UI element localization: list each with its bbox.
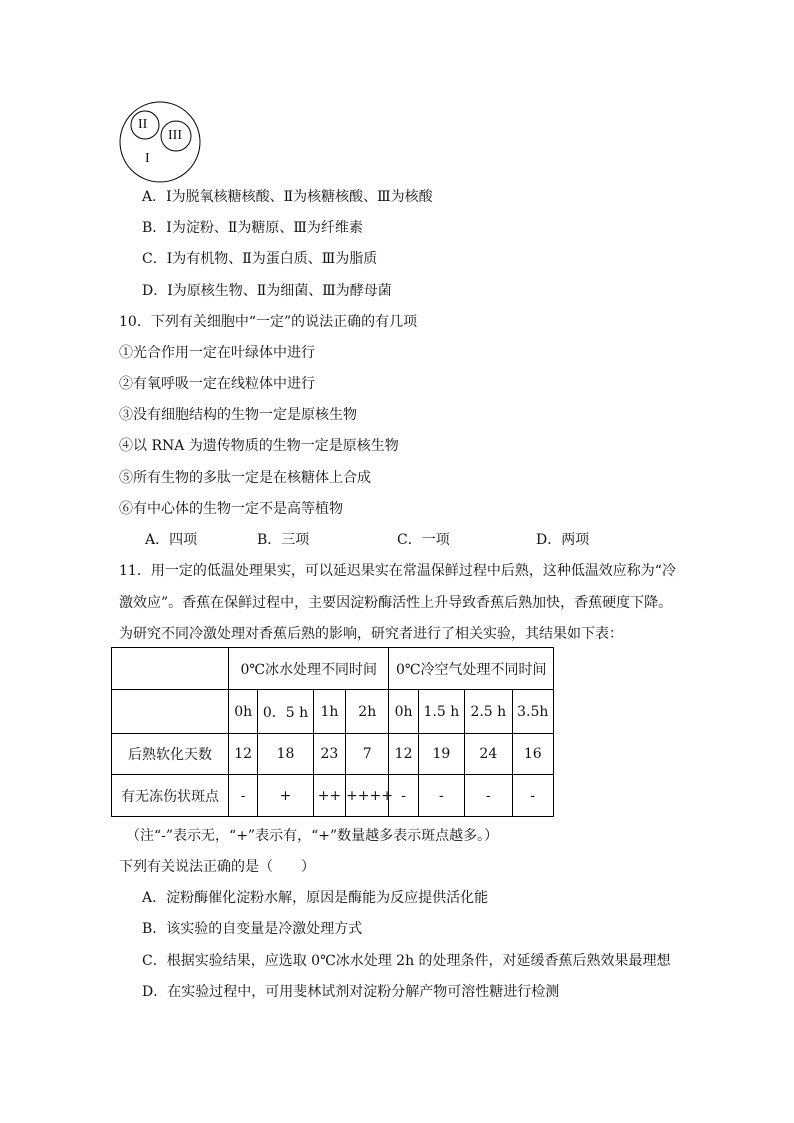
table-cell: 12	[389, 734, 418, 775]
q10-statement-1: ①光合作用一定在叶绿体中进行	[119, 345, 315, 361]
outer-label-i: I	[145, 151, 150, 166]
table-time-header: 1h	[313, 690, 345, 734]
table-time-header: 0h	[389, 690, 418, 734]
inner-label-ii: II	[138, 117, 148, 132]
table-row-label: 后熟软化天数	[112, 734, 229, 775]
outer-circle	[120, 102, 200, 182]
table-cell: 23	[313, 734, 345, 775]
q10-option-d: D．两项	[536, 532, 590, 548]
q9-option-d: D．Ⅰ为原核生物、Ⅱ为细菌、Ⅲ为酵母菌	[142, 283, 392, 299]
q10-statement-5: ⑤所有生物的多肽一定是在核糖体上合成	[119, 470, 371, 486]
inner-label-iii: III	[168, 128, 182, 143]
q11-option-b: B．该实验的自变量是冷激处理方式	[142, 921, 363, 937]
table-row-label: 有无冻伤状斑点	[112, 775, 229, 817]
q11-option-c: C．根据实验结果，应选取 0℃冰水处理 2h 的处理条件，对延缓香蕉后熟效果最理想	[142, 953, 671, 969]
table-group-header-row	[112, 648, 554, 690]
experiment-table	[111, 647, 554, 817]
q10-statement-3: ③没有细胞结构的生物一定是原核生物	[119, 407, 357, 423]
table-row	[112, 775, 554, 817]
q11-stem-line-1: 11．用一定的低温处理果实，可以延迟果实在常温保鲜过程中后熟，这种低温效应称为“冷	[119, 563, 676, 579]
q10-stem: 10．下列有关细胞中“一定”的说法正确的有几项	[119, 314, 418, 330]
venn-circles	[118, 100, 202, 184]
table-group-header-cold-air: 0℃冷空气处理不同时间	[389, 648, 554, 690]
table-group-header-ice-water: 0℃冰水处理不同时间	[229, 648, 389, 690]
table-cell: -	[465, 775, 512, 817]
table-time-header: 2h	[346, 690, 389, 734]
q11-option-a: A．淀粉酶催化淀粉水解，原因是酶能为反应提供活化能	[142, 890, 489, 906]
q10-option-c: C．一项	[397, 532, 450, 548]
table-cell: -	[512, 775, 553, 817]
q10-statement-6: ⑥有中心体的生物一定不是高等植物	[119, 501, 343, 517]
table-cell: 16	[512, 734, 553, 775]
table-cell: -	[389, 775, 418, 817]
venn-diagram	[118, 100, 202, 184]
table-cell: ++++	[346, 775, 389, 817]
table-cell: +	[258, 775, 313, 817]
table-time-header: 0．5 h	[258, 690, 313, 734]
q9-option-b: B．Ⅰ为淀粉、Ⅱ为糖原、Ⅲ为纤维素	[142, 220, 363, 236]
table-time-header: 2.5 h	[465, 690, 512, 734]
table-time-header: 0h	[229, 690, 258, 734]
q10-statement-4: ④以 RNA 为遗传物质的生物一定是原核生物	[119, 438, 399, 454]
table-time-header: 3.5h	[512, 690, 553, 734]
table-cell: 18	[258, 734, 313, 775]
q11-stem-line-3: 为研究不同冷激处理对香蕉后熟的影响，研究者进行了相关实验，其结果如下表：	[119, 626, 623, 642]
q11-note: （注“-”表示无，“+”表示有，“+”数量越多表示斑点越多。）	[126, 828, 499, 844]
table-time-header-row	[112, 690, 554, 734]
table-corner-cell	[112, 648, 229, 690]
table-cell: 24	[465, 734, 512, 775]
table-cell: 19	[418, 734, 464, 775]
q10-option-b: B．三项	[257, 532, 310, 548]
table-cell: 7	[346, 734, 389, 775]
q9-option-a: A．Ⅰ为脱氧核糖核酸、Ⅱ为核糖核酸、Ⅲ为核酸	[142, 189, 433, 205]
q11-question: 下列有关说法正确的是（ ）	[119, 859, 315, 875]
table-cell: -	[418, 775, 464, 817]
table-cell: ++	[313, 775, 345, 817]
q10-statement-2: ②有氧呼吸一定在线粒体中进行	[119, 376, 315, 392]
q10-option-a: A．四项	[145, 532, 198, 548]
q9-option-c: C．Ⅰ为有机物、Ⅱ为蛋白质、Ⅲ为脂质	[142, 251, 378, 267]
table-cell: -	[229, 775, 258, 817]
q11-option-d: D．在实验过程中，可用斐林试剂对淀粉分解产物可溶性糖进行检测	[142, 984, 560, 1000]
q11-stem-line-2: 激效应”。香蕉在保鲜过程中，主要因淀粉酶活性上升导致香蕉后熟加快，香蕉硬度下降。	[119, 595, 673, 611]
table-cell: 12	[229, 734, 258, 775]
table-row	[112, 734, 554, 775]
table-time-header: 1.5 h	[418, 690, 464, 734]
table-time-header-empty	[112, 690, 229, 734]
